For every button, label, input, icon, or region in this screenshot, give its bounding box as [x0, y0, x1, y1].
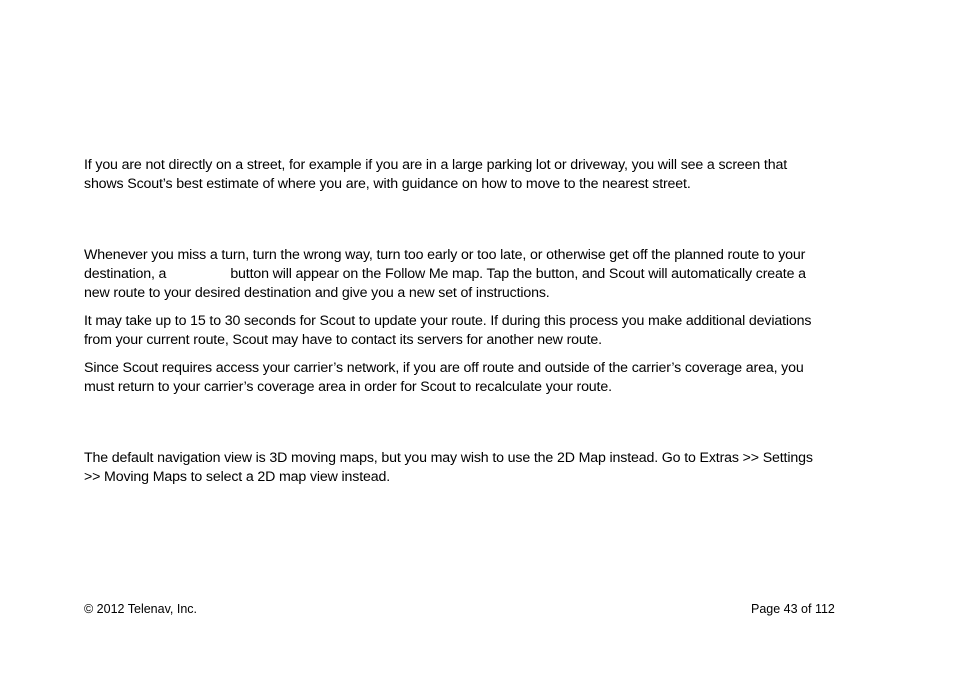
footer-copyright: © 2012 Telenav, Inc. [84, 602, 197, 616]
paragraph-line: It may take up to 15 to 30 seconds for Scout to update your route. If during this process you make additional deviations [84, 313, 812, 329]
paragraph-line: The default navigation view is 3D moving maps, but you may wish to use the 2D Map instead. Go to Extras >> Settings [84, 450, 813, 466]
paragraph-line: new route to your desired destination and give you a new set of instructions. [84, 285, 550, 301]
paragraph-line: Since Scout requires access your carrier’s network, if you are off route and outside of the carrier’s coverage area, you [84, 360, 804, 376]
paragraph-line [84, 265, 874, 284]
line-text-after-button: button will appear on the Follow Me map. Tap the button, and Scout will automatically create a [230, 266, 806, 282]
line-text-before-button: destination, a [84, 266, 167, 282]
carrier-network-paragraph [84, 359, 874, 397]
paragraph-line: from your current route, Scout may have to contact its servers for another new route. [84, 332, 602, 348]
paragraph-line: shows Scout’s best estimate of where you are, with guidance on how to move to the nearest street. [84, 176, 691, 192]
paragraph-line: >> Moving Maps to select a 2D map view instead. [84, 469, 391, 485]
missed-turn-paragraph [84, 246, 874, 303]
paragraph-line: If you are not directly on a street, for example if you are in a large parking lot or driveway, you will see a screen that [84, 157, 787, 173]
paragraph-line: must return to your carrier’s coverage area in order for Scout to recalculate your route. [84, 379, 612, 395]
navigation-view-paragraph [84, 449, 874, 487]
footer-page-number: Page 43 of 112 [751, 602, 835, 616]
paragraph-line: Whenever you miss a turn, turn the wrong way, turn too early or too late, or otherwise get off the planned route to your [84, 247, 806, 263]
off-street-paragraph [84, 156, 874, 194]
update-time-paragraph [84, 312, 874, 350]
